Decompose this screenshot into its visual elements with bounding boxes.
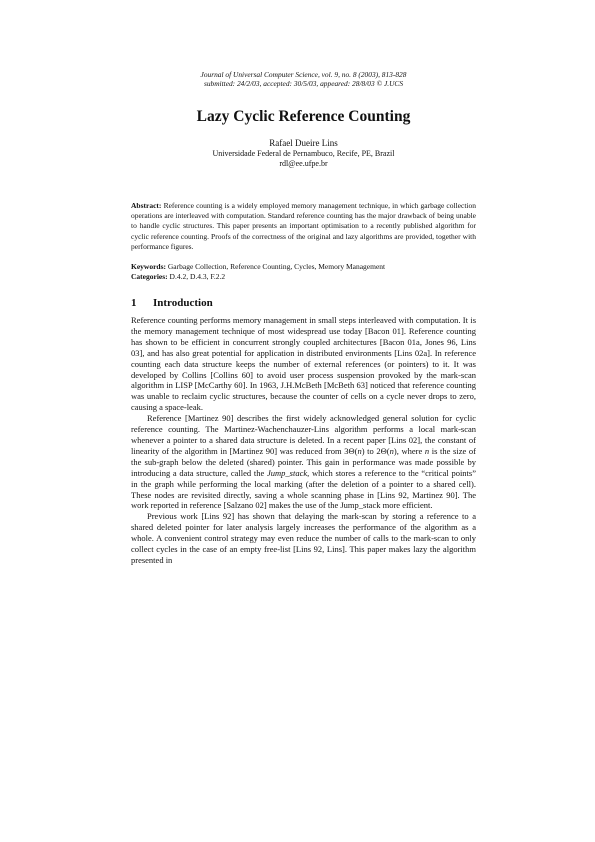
categories-label: Categories: (131, 272, 168, 282)
submission-dates: submitted: 24/2/03, accepted: 30/5/03, appeared: 28/8/03 © J.UCS (203, 79, 404, 88)
journal-header (131, 70, 476, 88)
p2-text-c: ), where (393, 445, 425, 456)
paper-page (131, 70, 476, 566)
paper-title: Lazy Cyclic Reference Counting (196, 108, 411, 125)
section-number: 1 (131, 297, 137, 310)
author-affiliation: Universidade Federal de Pernambuco, Recife, PE, Brazil (212, 149, 395, 158)
p2-text-b: ) to 2Θ( (361, 445, 390, 456)
abstract-text: Reference counting is a widely employed memory management technique, in which garbage collection operations are interleaved with computation. Standard reference counting has the major drawback of being unable to handle cyclic structures. This paper presents an important optimisation to a recently published algorithm for cyclic reference counting. Proofs of the correctness of the original and lazy algorithms are provided, together with performance figures. (131, 201, 477, 251)
section-title: Introduction (153, 297, 213, 310)
author-name: Rafael Dueire Lins (269, 138, 338, 148)
p2-var-n: n (424, 445, 430, 456)
p2-text-e: , which stores a reference to the “critical points” in the graph while performing the local marking (after the deletion of a pointer to a shared cell). These nodes are revisited directly, saving a whole scanning phase in [Lins 92, Martinez 90]. The work reported in reference [Salzano 02] makes the use of the Jump_stack more efficient. (131, 467, 476, 511)
section-body (131, 315, 476, 566)
abstract (131, 201, 476, 252)
keywords-label: Keywords: (131, 262, 166, 272)
paragraph-2 (131, 413, 476, 511)
author-email: rdl@ee.ufpe.br (279, 159, 328, 168)
paragraph-1: Reference counting performs memory management in small steps interleaved with computation. It is the memory management technique of most widespread use today [Bacon 01]. Reference counting has shown to be efficient in concurrent strongly coupled architectures [Bacon 01a, Jones 96, Lins 03], and has also great potential for application in distributed environments [Lins 02a]. In reference counting each data structure keeps the number of external references (or pointers) to it. It was developed by Collins [Collins 60] to avoid user process suspension provoked by the mark-scan algorithm in LISP [McCarthy 60]. In 1963, J.H.McBeth [McBeth 63] noticed that reference counting was unable to reclaim cyclic structures, because the counter of cells on a cycle never drops to zero, causing a space-leak. (131, 315, 476, 413)
p2-jump-stack: Jump_stack (267, 467, 308, 478)
paragraph-3: Previous work [Lins 92] has shown that delaying the mark-scan by storing a reference to a shared deleted pointer for later analysis largely increases the performance of the algorithm as a whole. A convenient control strategy may even reduce the number of calls to the mark-scan to only collect cycles in the case of an empty free-list [Lins 92, Lins]. This paper makes lazy the algorithm presented in (131, 511, 476, 565)
abstract-label: Abstract: (131, 201, 162, 210)
p2-text-a: Reference [Martinez 90] describes the first widely acknowledged general solution for cyclic reference counting. The Martinez-Wachenchauzer-Lins algorithm performs a local mark-scan whenever a pointer to a shared data structure is deleted. In a recent paper [Lins 02], the constant of linearity of the algorithm in [Martinez 90] was reduced from 3Θ( (131, 413, 476, 456)
keywords-block (131, 262, 476, 282)
journal-citation: Journal of Universal Computer Science, vol. 9, no. 8 (2003), 813-828 (200, 70, 407, 79)
p2-text-d: is the size of the sub-graph below the deleted (shared) pointer. This gain in performance was made possible by introducing a data structure, called the (131, 445, 476, 478)
categories-text: D.4.2, D.4.3, F.2.2 (169, 272, 226, 282)
p2-var-n: n (389, 445, 394, 456)
keywords-text: Garbage Collection, Reference Counting, Cycles, Memory Management (167, 262, 386, 272)
section-heading (131, 297, 476, 310)
p2-var-n: n (357, 445, 362, 456)
